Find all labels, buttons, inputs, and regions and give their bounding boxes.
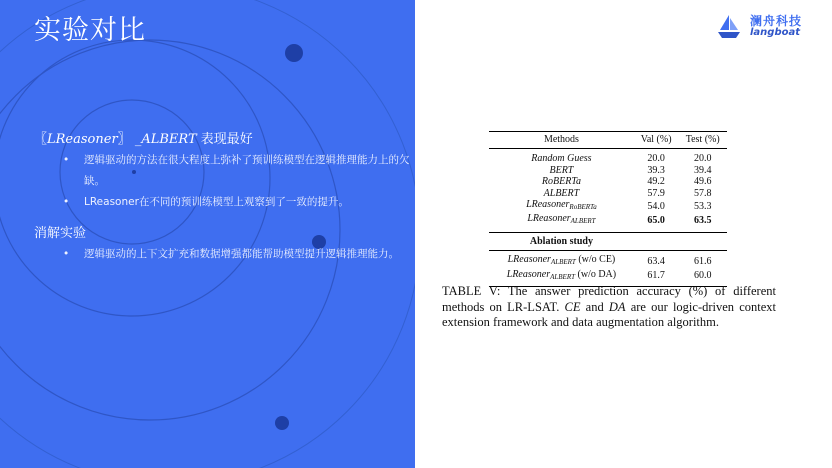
method-note: (w/o CE) [575,254,616,266]
method-sub: ALBERT [550,258,576,267]
test-cell: 60.0 [678,269,727,287]
section1-heading [34,128,253,147]
bullet-text: LReasoner在不同的预训练模型上观察到了一致的提升。 [84,196,349,208]
bracket-close: 〗 [117,132,131,147]
table-row [489,149,727,165]
caption-em1: CE [564,299,581,314]
logo-name-en: langboat [750,27,801,38]
bullet-item [60,192,410,213]
orbit-dot-bottom [275,416,289,430]
test-cell: 49.6 [693,176,712,188]
val-cell: 63.4 [634,251,679,269]
val-cell: 65.0 [647,214,665,226]
val-cell: 39.3 [647,164,665,176]
bullet-item [60,150,410,192]
results-table [489,131,727,287]
heading-submodel: _ALBERT [134,132,197,147]
heading-model: LReasoner [47,132,118,147]
bullet-dot-icon: • [63,248,70,260]
ablation-header-row [489,232,727,250]
header-test: Test (%) [678,132,727,149]
method-cell [489,251,634,269]
table-row-best [489,213,727,232]
table-row [489,165,727,176]
method-name: LReasoner [527,213,571,225]
header-val: Val (%) [634,132,679,149]
val-cell: 49.2 [647,176,665,188]
bullet-dot-icon: • [63,154,70,166]
table-header-row [489,132,727,149]
method-cell [489,213,634,232]
langboat-logo-icon [716,14,742,40]
method-cell: BERT [549,164,574,176]
test-cell: 39.4 [693,164,712,176]
method-note: (w/o DA) [575,268,617,280]
left-blue-panel [0,0,415,468]
method-name: LReasoner [526,199,570,211]
section1-bullets [60,150,410,213]
section2-heading: 消解实验 [34,226,87,241]
caption-em2: DA [608,299,626,314]
slide-title: 实验对比 [34,15,146,46]
langboat-logo [716,10,806,42]
method-name: LReasoner [507,254,551,266]
method-cell: ALBERT [543,187,580,199]
method-sub: ALBERT [570,217,596,226]
test-cell: 61.6 [678,251,727,269]
method-cell [489,199,634,213]
bullet-text: 逻辑驱动的上下文扩充和数据增强都能帮助模型提升逻辑推理能力。 [84,248,399,260]
test-cell: 53.3 [693,200,712,212]
caption-part1: TABLE V: The answer prediction accuracy (%) of different methods on LR-LSAT. [442,284,776,314]
test-cell: 20.0 [678,149,727,165]
table-caption [442,284,776,331]
val-cell: 20.0 [634,149,679,165]
orbit-dot-top [285,44,303,62]
table-row [489,251,727,269]
table-row [489,188,727,199]
bullet-dot-icon: • [63,196,70,208]
val-cell: 54.0 [647,200,665,212]
method-sub: ALBERT [550,272,575,281]
val-cell: 61.7 [634,269,679,287]
bullet-text: 逻辑驱动的方法在很大程度上弥补了预训练模型在逻辑推理能力上的欠缺。 [84,154,410,187]
val-cell: 57.9 [647,187,665,199]
heading-text: 表现最好 [196,132,253,147]
header-methods: Methods [489,132,634,149]
table-row [489,176,727,187]
section2-bullets [60,244,410,265]
bullet-item [60,244,410,265]
test-cell: 57.8 [693,187,712,199]
method-cell: RoBERTa [541,176,581,188]
bracket-open: 〖 [34,132,48,147]
table-row [489,199,727,213]
ablation-title: Ablation study [489,232,634,250]
method-sub: RoBERTa [569,203,597,212]
method-name: LReasoner [506,268,551,280]
logo-name-cn: 澜舟科技 [750,14,803,28]
caption-part2: and [580,299,609,314]
method-cell: Random Guess [489,149,634,165]
caption-part3: are our logic-driven context extension framework and data augmentation algorithm. [442,299,776,329]
test-cell: 63.5 [693,214,712,226]
